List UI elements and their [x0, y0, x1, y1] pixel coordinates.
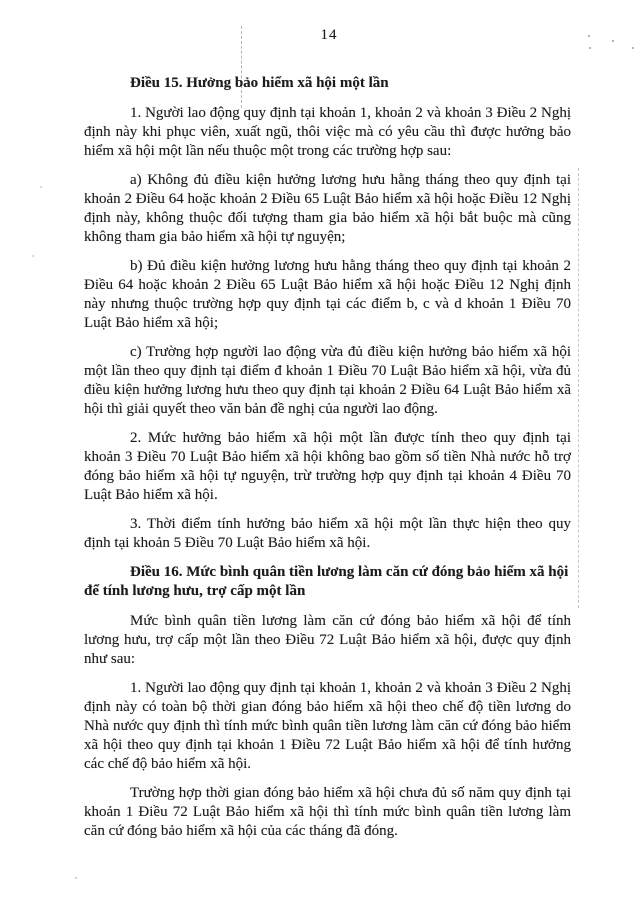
article-15-point-a: a) Không đủ điều kiện hưởng lương hưu hằng tháng theo quy định tại khoản 2 Điều 64 hoặc khoản 2 Điều 65 Luật Bảo hiểm xã hội hoặc Điều 12 Nghị định này, không thuộc đối tượng tham gia bảo hiểm xã hội bắt buộc mà cũng không tham gia bảo hiểm xã hội tự nguyện; [84, 172, 571, 245]
article-15-point-b: b) Đủ điều kiện hưởng lương hưu hằng tháng theo quy định tại khoản 2 Điều 64 hoặc khoản 2 Điều 65 Luật Bảo hiểm xã hội hoặc Điều 12 Nghị định này nhưng thuộc trường hợp quy định tại các điểm b, c và d khoản 1 Điều 70 Luật Bảo hiểm xã hội; [84, 258, 571, 331]
article-15-clause-1: 1. Người lao động quy định tại khoản 1, khoản 2 và khoản 3 Điều 2 Nghị định này khi phục viên, xuất ngũ, thôi việc mà có yêu cầu thì được hưởng bảo hiểm xã hội một lần nếu thuộc một trong các trường hợp sau: [84, 105, 571, 159]
scan-speck [40, 186, 42, 188]
article-16-clause-1: 1. Người lao động quy định tại khoản 1, khoản 2 và khoản 3 Điều 2 Nghị định này có toàn bộ thời gian đóng bảo hiểm xã hội theo chế độ tiền lương do Nhà nước quy định thì tính mức bình quân tiền lương làm căn cứ đóng bảo hiểm xã hội theo quy định tại khoản 1 Điều 72 Luật Bảo hiểm xã hội để tính hưởng các chế độ bảo hiểm xã hội. [84, 680, 571, 772]
article-15-clause-2: 2. Mức hưởng bảo hiểm xã hội một lần được tính theo quy định tại khoản 3 Điều 70 Luật Bảo hiểm xã hội không bao gồm số tiền Nhà nước hỗ trợ đóng bảo hiểm xã hội tự nguyện, trừ trường hợp quy định tại khoản 4 Điều 70 Luật Bảo hiểm xã hội. [84, 430, 571, 503]
article-16-intro: Mức bình quân tiền lương làm căn cứ đóng bảo hiểm xã hội để tính lương hưu, trợ cấp một lần theo Điều 72 Luật Bảo hiểm xã hội, được quy định như sau: [84, 613, 571, 667]
article-16-clause-1-continued: Trường hợp thời gian đóng bảo hiểm xã hội chưa đủ số năm quy định tại khoản 1 Điều 72 Luật Bảo hiểm xã hội thì tính mức bình quân tiền lương làm căn cứ đóng bảo hiểm xã hội của các tháng đã đóng. [84, 785, 571, 839]
scan-artifact-vertical-dash-right [578, 168, 579, 608]
scan-speck [589, 47, 591, 49]
article-15-point-c: c) Trường hợp người lao động vừa đủ điều kiện hưởng bảo hiểm xã hội một lần theo quy định tại điểm đ khoản 1 Điều 70 Luật Bảo hiểm xã hội, vừa đủ điều kiện hưởng lương hưu theo quy định tại khoản 2 Điều 64 Luật Bảo hiểm xã hội thì giải quyết theo văn bản đề nghị của người lao động. [84, 344, 571, 417]
article-15-heading: Điều 15. Hưởng bảo hiểm xã hội một lần [130, 75, 389, 91]
page-number: 14 [320, 27, 338, 43]
document-body [84, 74, 571, 841]
scan-speck [32, 255, 34, 257]
article-15-clause-3: 3. Thời điểm tính hưởng bảo hiểm xã hội một lần thực hiện theo quy định tại khoản 5 Điều 70 Luật Bảo hiểm xã hội. [84, 516, 571, 551]
scan-speck [632, 47, 634, 49]
scan-speck [612, 40, 614, 42]
scan-speck [75, 877, 77, 879]
article-16-heading: Điều 16. Mức bình quân tiền lương làm căn cứ đóng bảo hiểm xã hội để tính lương hưu, trợ cấp một lần [84, 564, 569, 599]
scan-speck [588, 35, 590, 37]
